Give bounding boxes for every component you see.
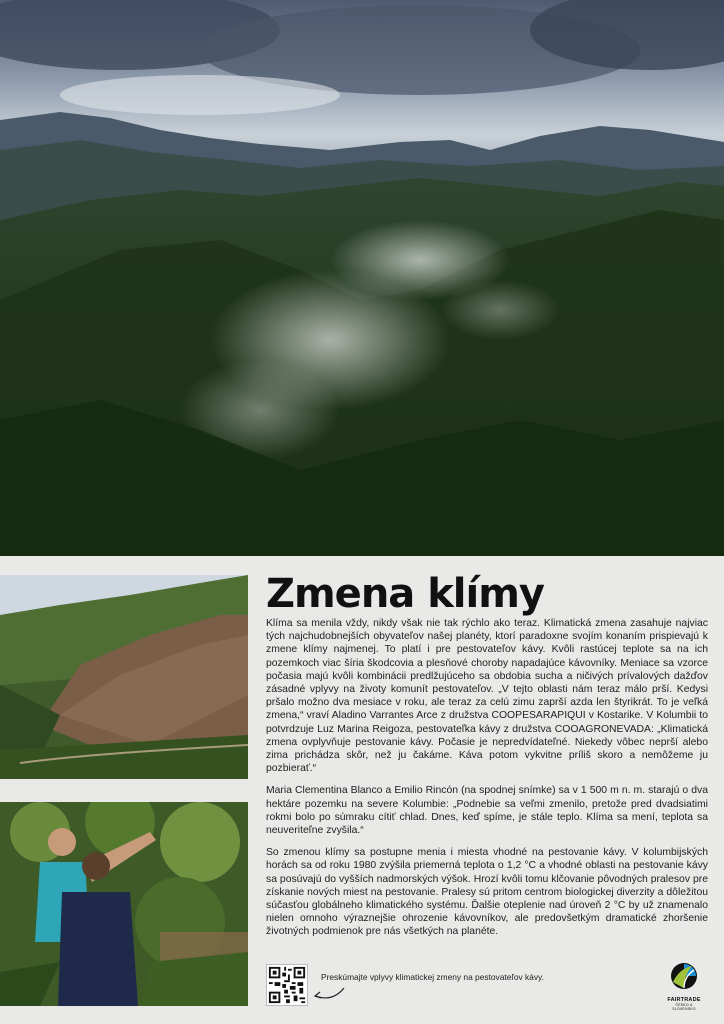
fairtrade-logo [664,962,704,1011]
article-title: Zmena klímy [266,571,544,617]
qr-code-icon [267,965,307,1005]
fairtrade-label: FAIRTRADE [667,997,701,1003]
qr-caption: Preskúmajte vplyvy klimatickej zmeny na pestovateľov kávy. [321,972,544,982]
fairtrade-mark-icon [670,962,698,992]
article [266,572,708,948]
fairtrade-sublabel: ČESKO & SLOVENSKO [672,1003,696,1011]
article-paragraph-2: Maria Clementina Blanco a Emilio Rincón (na spodnej snímke) sa v 1 500 m n. m. starajú o dva hektáre pozemku na severe Kolumbie: „Podnebie sa veľmi zmenilo, pretože pred dvadsiatimi rokmi bolo po súmraku cítiť chlad. Dnes, keď spíme, je stále teplo. Klíma sa mení, teplota sa neuveriteľne zvyšila.“ [266,785,708,837]
curved-arrow-icon [312,984,346,1002]
hillside-image [0,575,248,779]
farmers-image [0,802,248,1006]
deforested-hillside-photo [0,575,248,779]
article-paragraph-1: Klíma sa menila vždy, nikdy však nie tak rýchlo ako teraz. Klimatická zmena zasahuje najviac tých najchudobnejších obyvateľov našej planéty, ktorí paradoxne svojím konaním prispievajú k zmene klímy najmenej. To platí i pre pestovateľov kávy. Kvôli rastúcej teplote sa na ich pozemkoch viac šíria škodcovia a plesňové choroby napadajúce kávovníky. Meniace sa vzorce počasia majú kvôli kombinácii predlžujúceho sa obdobia sucha a ničivých prívalových dažďov zásadné vplyvy na životy komunít pestovateľov. „V tejto oblasti nám teraz málo prší. Kedysi pršalo možno dva mesiace v roku, ale teraz za celú zimu zaprší azda len štyrikrát. To je veľká zmena,“ vraví Aladino Varrantes Arce z družstva COOPESARAPIQUI v Kostarike. V Kolumbii to potvrdzuje Luz Marina Reigoza, pestovateľka kávy z družstva COOAGRONEVADA: „Klimatická zmena ovplyvňuje pestovanie kávy. Počasie je nepredvídateľné. Niekedy vôbec neprší alebo zima prichádza skôr, než ju čakáme. Káva potom vykvitne príliš skoro a nemôžeme ju pozbierať.“ [266,618,708,775]
coffee-farmers-photo [0,802,248,1006]
article-paragraph-3: So zmenou klímy sa postupne menia i miesta vhodné na pestovanie kávy. V kolumbijských horách sa od roku 1980 zvýšila priemerná teplota o 1,2 °C a vhodné oblasti na pestovanie kávy sa posúvajú do vyšších nadmorských výšok. Hrozí kvôli tomu klčovanie pôvodných pralesov pre získanie nových miest na pestovanie. Pralesy sú pritom centrom biologickej diverzity a dôležitou súčasťou globálneho klimatického systému. Ďalšie oteplenie nad úroveň 2 °C by už znamenalo nielen omnoho výraznejšie ohrozenie kávovníkov, ale predovšetkým dramatické zhoršenie životných podmienok pre nás všetkých na planéte. [266,847,708,938]
qr-code[interactable] [266,964,308,1006]
